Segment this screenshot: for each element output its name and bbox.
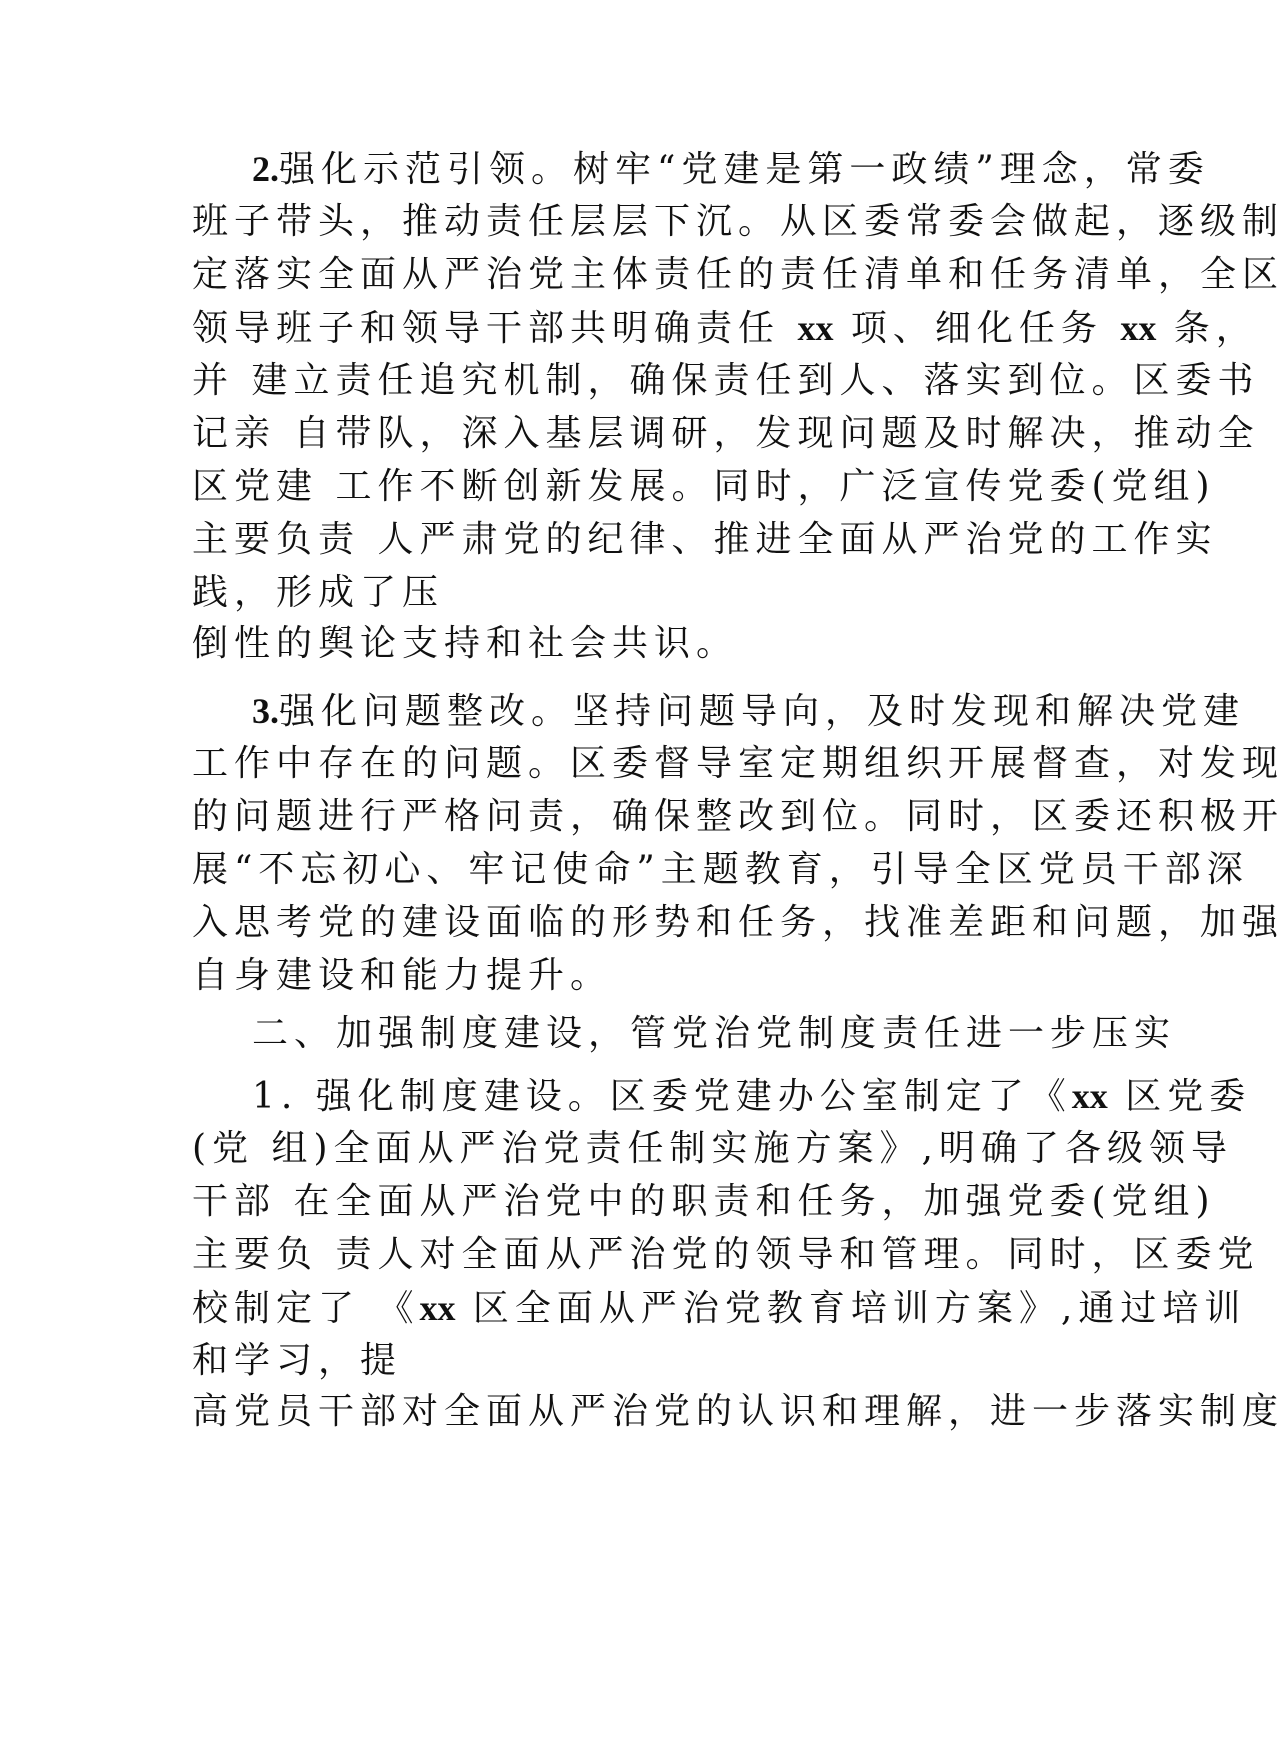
para-4-line-2: (党 组)全面从严治党责任制实施方案》,明确了各级领导 [192,1128,1233,1169]
para-2-number: 2. [252,149,279,189]
para-2-text-1: 强化示范引领。树牢“党建是第一政绩”理念，常委 [279,149,1210,190]
para-2-line-1 [252,146,1210,193]
para-2-line-4 [192,305,1258,352]
para-2-line-6: 记亲 自带队，深入基层调研，发现问题及时解决，推动全 [192,413,1260,454]
placeholder-xx: xx [1120,308,1157,348]
placeholder-xx: xx [797,308,834,348]
para-4-text-1b: 区党委 [1107,1076,1252,1117]
para-4-line-1 [252,1073,1251,1120]
para-3-line-5: 入思考党的建设面临的形势和任务，找准差距和问题，加强 [192,902,1284,943]
para-4-line-6: 和学习，提 [192,1340,403,1381]
placeholder-xx: xx [419,1288,456,1328]
para-4-line-7: 高党员干部对全面从严治党的认识和理解，进一步落实制度 [192,1391,1284,1432]
para-2-line-8: 主要负责 人严肃党的纪律、推进全面从严治党的工作实 [192,519,1218,560]
para-4-line-3: 干部 在全面从严治党中的职责和任务，加强党委(党组) [192,1181,1216,1222]
para-2-line-10: 倒性的舆论支持和社会共识。 [192,623,739,664]
para-2-text-4a: 领导班子和领导干部共明确责任 [192,308,798,349]
para-2-line-3: 定落实全面从严治党主体责任的责任清单和任务清单，全区 [192,254,1284,295]
para-3-text-1: 强化问题整改。坚持问题导向，及时发现和解决党建 [279,691,1246,732]
para-2-text-4b: 项、细化任务 [833,308,1121,349]
placeholder-xx: xx [1071,1076,1108,1116]
para-4-line-4: 主要负 责人对全面从严治党的领导和管理。同时，区委党 [192,1234,1260,1275]
para-2-line-9: 践，形成了压 [192,572,445,613]
para-3-line-2: 工作中存在的问题。区委督导室定期组织开展督查，对发现 [192,743,1284,784]
para-3-line-6: 自身建设和能力提升。 [192,955,613,996]
para-4-text-5b: 区全面从严治党教育培训方案》,通过培训 [455,1288,1247,1329]
para-3-number: 3. [252,691,279,731]
para-3-line-1 [252,688,1245,735]
para-2-line-5: 并 建立责任追究机制，确保责任到人、落实到位。区委书 [192,360,1260,401]
section-heading: 二、加强制度建设，管党治党制度责任进一步压实 [252,1013,1177,1054]
para-3-line-4: 展“不忘初心、牢记使命”主题教育，引导全区党员干部深 [192,849,1249,890]
para-2-text-4c: 条， [1156,308,1258,349]
para-4-text-5a: 校制定了 《 [192,1288,420,1329]
para-3-line-3: 的问题进行严格问责，确保整改到位。同时，区委还积极开 [192,796,1284,837]
para-4-text-1a: 1. 强化制度建设。区委党建办公室制定了《 [252,1076,1072,1117]
para-2-line-7: 区党建 工作不断创新发展。同时，广泛宣传党委(党组) [192,466,1216,507]
para-4-line-5 [192,1285,1246,1332]
para-2-line-2: 班子带头，推动责任层层下沉。从区委常委会做起，逐级制 [192,201,1284,242]
